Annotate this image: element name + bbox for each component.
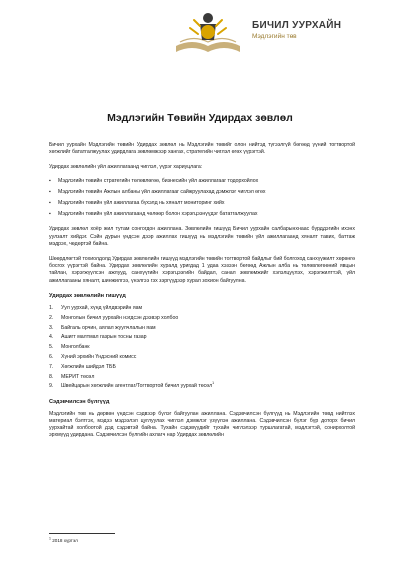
- task-item: ▪ Мэдлэгийн төвийн үйл ажиллагаанд чөлөөр болон хэрэгцээнүүдэг бататгалжуулах: [49, 211, 355, 218]
- tasks-list: [49, 178, 355, 219]
- member-item: 9. Швейцарын хөгжлийн агентлаг/Тогтвортой бичил уурхай төсөл 1: [49, 381, 215, 390]
- member-item: 3. Байгаль орчин, аялал жуулчлалын яам: [49, 324, 156, 331]
- meetings-paragraph: Шөөрдлөгтэй тохиолдолд Удирдах зөвлөлийн гишүүд мэдлэгийн төвийн тогтвортой байдлыг бий болгоход санхүүжилт хөрөнгө босгох үүрэгтэй байна. Удирдах зөвлөлийн хуралд уригдад 1 удаа хэзээн бөгөөд Ажлын алба нь төлөвлөгөөний явцын тайлан, хэрэгжүүлсэн ажлууд, санхүүгийн хэрэгцээгийн байдал, санал зөвлөмжийг хэлэлцүүлэх, хэрэгжилттэй, үйл ажиллагааны хяналт, шинжилгээ, үнэлгээ гэх зэргүүдээр хурал зохион байгуулна.: [49, 256, 355, 284]
- brand-name: БИЧИЛ УУРХАЙН: [252, 20, 342, 31]
- task-item: ▪ Мэдлэгийн төвийн Ажлын албаны үйл ажиллагааг сайжруулахад дэмжлэг чиглэл өгөх: [49, 189, 355, 196]
- member-item: 4. Ашигт малтмал газрын тосны газар: [49, 334, 147, 341]
- thematic-groups-heading: Сэдэвчилсэн бүлгүүд: [49, 398, 110, 405]
- member-item: 5. Монголбанк: [49, 344, 90, 351]
- members-heading: Удирдах зөвлөлийн гишүүд: [49, 292, 126, 299]
- tasks-intro: Удирдах зөвлөлийн үйл ажиллагаанд чиглэл, үүрэг хариуцлага:: [49, 164, 203, 171]
- composition-paragraph: Удирдах зөвлөл хоёр жил тутам сонгогдон ажиллана. Зөвлөлийн гишүүд Бичил уурхайн салбарынхнаас бүрддэгийн ихэнх уулзалт хийдэг. Сэйн дурын үндсэн дээр ажиллах гишүүд нь мэдлэгийн төвийн үйл ажиллагаанд хяналт тавих, баттаж мэдрэх, чөдөртэй байна.: [49, 226, 355, 247]
- member-item: 6. Хүний эрхийн Үндэсний комисс: [49, 354, 137, 361]
- footnote-mark: 1: [49, 536, 51, 541]
- brand-subtitle: Мэдлэгийн төв: [252, 33, 297, 40]
- footnote: [49, 538, 78, 543]
- brand: [252, 20, 341, 40]
- member-item: 1. Уул уурхай, хүнд үйлдвэрийн яам: [49, 305, 143, 312]
- task-item: ▪ Мэдлэгийн төвийн үйл ажиллагаа бүхэлд нь хяналт мониторинг хийх: [49, 200, 355, 207]
- intro-paragraph: Бичил уурхайн Мэдлэгийн төвийн Удирдах зөвлөл нь Мэдлэгийн төвийг олон нийтэд түгээлгүй бөгөөд үүний тогтвортой хөгжлийг бататгалжуулах удирдлага зөвлөмжээр хангах, стратегийн чиглэл өгөх үүрэгтэй.: [49, 142, 355, 156]
- member-item: 2. Монголын бичил уурхайн нэгдсэн дээвэр холбоо: [49, 314, 179, 321]
- members-list: [49, 305, 355, 391]
- member-item: 8. МЕРИТ төсөл: [49, 373, 95, 380]
- thematic-groups-paragraph: Мэдлэгийн төв нь дөрвөн үндсэн сэдвээр бүлэг байгуулан ажиллана. Сэдэвчилсэн бүлгүүд нь Мэдлэгийн төвд нийтлэх материал бэлтгэх, мэдээ мэдээлэл цуглуулах чиглэл дэмжлэг үзүүлэн ажиллана. Сэдэвчилсэн бүлэг бүр доторх бичил уурхайтай холбоотой дэд сэдэвтэй байна. Тухайн сэдэвүүдийг тухайн чиглэлээр туршлагатай, мэдлэгтэй, сонирхолтой эрхмүүд удирдана. Сэдэвчилсэн бүлгийн ахлагч нар Удирдах зөвлөлийн: [49, 410, 355, 439]
- page-title: Мэдлэгийн Төвийн Удирдах зөвлөл: [107, 112, 293, 124]
- task-item: ▪ Мэдлэгийн төвийн стратегийн төлөвлөгөө, бизнесийн үйл ажиллагааг тодорхойлох: [49, 178, 355, 185]
- logo: [168, 6, 348, 64]
- footnote-reference: 1: [212, 381, 215, 386]
- logo-emblem-icon: [168, 6, 248, 64]
- footnote-text: 2018 хүртэл: [52, 538, 78, 543]
- member-item: 7. Хөгжлийн шийдэл ТББ: [49, 363, 116, 370]
- footnote-divider: [49, 533, 115, 534]
- document-body: [49, 142, 355, 448]
